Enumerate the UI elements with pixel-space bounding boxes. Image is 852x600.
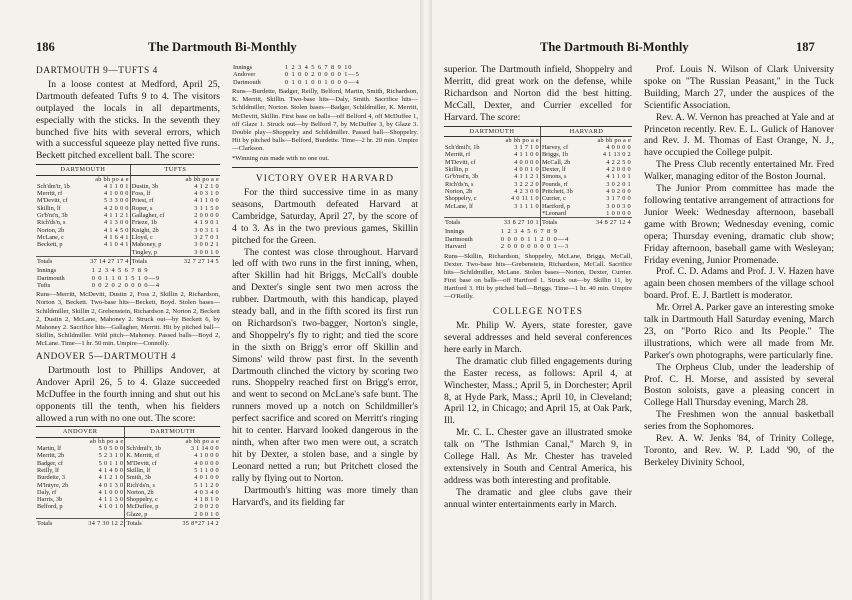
note-paragraph: The Press Club recently entertained Mr. Fred Walker, managing editor of the Boston Journal. bbox=[644, 159, 834, 183]
note-paragraph: Prof. C. D. Adams and Prof. J. V. Hazen have again been chosen members of the village school board. Prof. E. J. Bartlett is moderator. bbox=[644, 266, 834, 302]
box-score-row bbox=[36, 227, 220, 234]
note-paragraph: Mr. Philip W. Ayers, state forester, gave several addresses and held several conferences here early in March. bbox=[444, 320, 632, 355]
note-paragraph: Mr. C. L. Chester gave an illustrated smoke talk on "The Isthmian Canal," March 9, in College Hall. As Mr. Chester has traveled extensively in South and Central America, his address was both interesting and profitable. bbox=[444, 427, 632, 486]
player-name: Sch'dm'tr, 1b bbox=[37, 182, 70, 190]
innings-team: Harvard bbox=[445, 243, 466, 251]
player-name: Badger, cf bbox=[37, 459, 63, 467]
player-stats: 4 1 1 0 1 bbox=[606, 173, 631, 181]
player-name: Belford, p bbox=[37, 503, 63, 511]
box-score-row bbox=[444, 151, 632, 158]
box-team-right: DARTMOUTH bbox=[125, 427, 220, 437]
box-columns-right: ab bh po a e bbox=[185, 437, 219, 445]
innings-score: 0 0 1 1 0 1 5 1 0—9 bbox=[91, 274, 160, 282]
right-column-2 bbox=[644, 64, 834, 469]
player-name: Skillin, lf bbox=[37, 204, 61, 212]
player-stats: 4 0 1 0 0 bbox=[194, 474, 219, 482]
player-stats: 4 1 0 0 0 bbox=[194, 452, 219, 460]
player-name: M'Intyre, 2b bbox=[37, 481, 69, 489]
player-stats: 4 1 2 1 0 bbox=[194, 182, 219, 190]
player-stats: 4 1 6 4 1 bbox=[104, 233, 129, 241]
player-name: *Leonard bbox=[540, 210, 583, 218]
player-stats: 3 1 14 0 0 bbox=[190, 445, 219, 453]
box-score-row bbox=[444, 159, 632, 166]
harvard-summary: Runs—Skillin, Richardson, Shoppelry, McLane, Briggs, McCall, Dexter. Two-base hits—Grebenstein, Richardson, McCall. Sacrifice hits—Schildmiller, McLane. Stolen bases—Norton, Dexter, Currier. First base on balls—off Hartford 1. Struck out—by Skillin 11, by Hartford 3. Hit by pitched ball—Briggs. Time—1 hr. 40 min. Umpire—O'Reilly. bbox=[444, 252, 632, 301]
box-score-totals bbox=[444, 218, 632, 227]
player-stats: 2 0 0 0 0 bbox=[194, 212, 219, 220]
box-score-row bbox=[36, 183, 220, 190]
player-name: Skillin, p bbox=[445, 166, 469, 174]
player-stats: 4 1 2 1 0 bbox=[98, 474, 124, 482]
player-name: Merritt, 2b bbox=[37, 452, 65, 460]
box-score-totals bbox=[36, 518, 220, 527]
totals-right: 34 8 27 12 4 bbox=[584, 218, 632, 227]
player-name: Sch'dmil'r, 1b bbox=[445, 144, 480, 152]
box-score-row bbox=[36, 219, 220, 226]
player-name: Sch'dmil'r, 1b bbox=[125, 445, 172, 452]
box-score-row bbox=[36, 234, 220, 241]
tufts-game-heading: DARTMOUTH 9—TUFTS 4 bbox=[36, 66, 158, 76]
player-stats: 5 1 1 2 0 bbox=[194, 481, 219, 489]
player-stats: 4 0 3 1 0 bbox=[194, 190, 219, 198]
totals-label: Totals bbox=[36, 518, 78, 527]
player-stats: 4 0 0 0 0 bbox=[514, 158, 539, 166]
player-stats: 4 1 1 2 1 bbox=[514, 173, 539, 181]
box-score-totals bbox=[36, 256, 220, 265]
box-score-row bbox=[444, 188, 632, 195]
player-name: McLane, lf bbox=[445, 202, 473, 210]
player-name: Priest, rf bbox=[130, 197, 174, 204]
player-name: Roper, s bbox=[130, 205, 174, 212]
note-paragraph: The Orpheus Club, under the leadership of Prof. C. H. Morse, and assisted by several Boston soloists, gave a pleasing concert in College Hall Thursday evening, March 28. bbox=[644, 361, 834, 409]
player-name: Tingley, p bbox=[130, 249, 174, 257]
box-columns-left: ab bh po a e bbox=[505, 136, 539, 144]
college-notes-heading: COLLEGE NOTES bbox=[492, 307, 584, 318]
player-stats: 4 2 0 0 0 bbox=[606, 166, 631, 174]
andover-game-heading: ANDOVER 5—DARTMOUTH 4 bbox=[36, 351, 177, 362]
andover-footnote: *Winning run made with no one out. bbox=[232, 154, 329, 162]
player-stats: 4 1 9 0 1 bbox=[194, 219, 219, 227]
box-score-row bbox=[36, 482, 220, 489]
player-name: McLane, c bbox=[37, 233, 64, 241]
player-stats: 5 0 5 0 0 bbox=[98, 445, 124, 453]
totals-label: Totals bbox=[130, 256, 174, 265]
innings-numbers: 1 2 3 4 5 6 7 8 9 bbox=[91, 267, 149, 275]
player-name: M'Devitt, cf bbox=[125, 460, 172, 467]
player-name: McDuffee, p bbox=[125, 503, 172, 510]
box-score-row bbox=[444, 195, 632, 202]
player-name: Foss, lf bbox=[130, 190, 174, 197]
player-stats: 4 1 0 0 0 bbox=[98, 488, 124, 496]
player-name: McCall, 2b bbox=[540, 159, 583, 166]
player-name: Daly, rf bbox=[37, 488, 57, 496]
player-name: Shoppelry, c bbox=[445, 195, 477, 203]
player-name: Gr'b'nst'n, 3b bbox=[445, 173, 479, 181]
note-paragraph: The Freshmen won the annual basketball series from the Sophomores. bbox=[644, 409, 834, 433]
box-team-right: TUFTS bbox=[130, 165, 220, 175]
innings-score: 0 0 0 0 1 1 2 0 0—4 bbox=[500, 235, 570, 243]
andover-summary: Runs—Burdette, Badger, Reilly, Belford, Martin, Smith, Richardson, K. Merritt, Skillin. Two-base hits—Daly, Smith. Sacrifice hits—Schildmiller, Norton. Stolen bases—Badger, Schildmiller, K. Merritt, McDevitt, Skillin. First base on balls—off Belford 4, off McDuffee 1, off Glaze 1. Struck out—by Belford 7, by McDuffee 3, by Glaze 3. Double play—Shoppelry and Schildmiller. Passed ball—Shoppelry. Hit by pitched balls—Belford, Burdette. Time—2 hr. 20 min. Umpire—Clarkson. bbox=[232, 88, 418, 152]
player-name: Briggs, 1b bbox=[540, 151, 583, 158]
box-columns-right: ab bh po a e bbox=[185, 175, 219, 183]
innings-team: Dartmouth bbox=[37, 274, 65, 282]
box-score-row bbox=[36, 445, 220, 452]
player-stats: 4 2 3 0 0 bbox=[514, 187, 539, 195]
player-stats: 4 1 4 5 0 bbox=[104, 226, 129, 234]
box-team-right: HARVARD bbox=[540, 126, 632, 136]
box-columns-left: ab bh po a e bbox=[89, 437, 124, 445]
innings-label: Innings bbox=[37, 267, 57, 275]
box-team-left: DARTMOUTH bbox=[444, 126, 540, 136]
player-name: Shoppelry, c bbox=[125, 496, 172, 503]
player-name: Rich'ds'n, s bbox=[125, 482, 172, 489]
right-page bbox=[430, 0, 852, 600]
box-score-row bbox=[444, 203, 632, 210]
player-name: Pounds, rf bbox=[540, 181, 583, 188]
note-paragraph: The dramatic and glee clubs gave their annual winter entertainments early in March. bbox=[444, 486, 632, 510]
player-stats: 4 1 1 3 0 bbox=[98, 496, 124, 504]
player-name: Beckett, p bbox=[37, 241, 63, 249]
player-stats: 4 0 0 0 0 bbox=[606, 144, 631, 152]
innings-team: Dartmouth bbox=[233, 78, 261, 86]
totals-right: 32 7 27 14 5 bbox=[174, 256, 220, 265]
left-column-2 bbox=[232, 64, 418, 508]
box-score-row bbox=[36, 460, 220, 467]
box-team-left: DARTMOUTH bbox=[36, 165, 130, 175]
box-score-row bbox=[36, 212, 220, 219]
player-stats: 4 2 0 0 0 bbox=[104, 204, 129, 212]
player-stats: 4 1 1 0 1 bbox=[104, 182, 129, 190]
player-stats: 3 0 0 3 0 bbox=[606, 202, 631, 210]
player-name: Dustin, 3b bbox=[130, 183, 174, 190]
player-stats: 3 2 7 0 1 bbox=[194, 233, 219, 241]
player-stats: 4 1 3 0 0 bbox=[104, 219, 129, 227]
tufts-innings-table bbox=[36, 267, 220, 289]
player-name: Rich'ds'n, s bbox=[37, 219, 66, 227]
totals-label: Totals bbox=[36, 256, 79, 265]
box-score-row bbox=[36, 197, 220, 204]
note-paragraph: Rev. A. W. Jenks '84, of Trinity College, Toronto, and Rev. W. P. Ladd '90, of the Berkeley Divinity School, bbox=[644, 433, 834, 468]
player-stats: 4 1 13 0 2 bbox=[602, 151, 631, 159]
note-paragraph: Prof. Louis N. Wilson of Clark University spoke on "The Russian Peasant," in the Tuck Building, March 27, under the auspices of the Scientific Association. bbox=[644, 64, 834, 111]
player-name: Merritt, rf bbox=[37, 190, 63, 198]
player-name: Knight, 2b bbox=[130, 227, 174, 234]
player-name: Gr'b'nt'n, 3b bbox=[37, 212, 68, 220]
player-stats: 4 0 0 1 0 bbox=[514, 166, 539, 174]
player-name: Harvey, cf bbox=[540, 144, 583, 151]
player-name: Harris, 3b bbox=[37, 496, 63, 504]
running-header-left: The Dartmouth Bi-Monthly bbox=[148, 40, 297, 54]
victory-paragraph-1: For the third successive time in as many seasons, Dartmouth defeated Harvard at Cambridge, Saturday, April 27, by the score of 4 to 3. As in the two previous games, Skillin pitched for the Green. bbox=[232, 186, 418, 246]
andover-innings-table bbox=[232, 64, 418, 86]
player-stats: 3 2 2 2 0 bbox=[514, 180, 539, 188]
box-score-row bbox=[36, 205, 220, 212]
player-name: M'Devitt, cf bbox=[37, 197, 68, 205]
section-divider bbox=[232, 167, 418, 168]
tufts-box-score bbox=[36, 164, 220, 265]
tufts-summary: Runs—Merritt, McDevitt, Dustin 2, Foss 2, Skillin 2, Richardson, Norton 3, Beckett. Two-base hits—Beckett, Boyd. Stolen bases—Schildmiller, Skillin 2, Grebenstein, Richardson 2, Norton 2, Beckett 2, Dustin 2, McLane, Mahoney 2. Struck out—by Beckett 6, by Mahoney 2. Sacrifice hits—Gallagher, Merritt. Hit by pitched ball—Skillin, Schildmiller. Wild pitch—Mahoney. Passed balls—Boyd 2, McLane. Time—1 hr. 50 min. Umpire—Connolly. bbox=[36, 291, 220, 347]
totals-left: 37 14 27 17 4 bbox=[79, 256, 130, 265]
note-paragraph: The dramatic club filled engagements during the Easter recess, as follows: April 4, at Winchester, Mass.; April 5, in Dorchester; April 8, at Hyde Park, Mass.; April 10, in Cleveland; April 12, in Chicago; and April 15, at Oak Park, Ill. bbox=[444, 355, 632, 427]
box-score-row bbox=[36, 452, 220, 459]
totals-left: 34 7 30 12 2 bbox=[78, 518, 125, 527]
page-number-left: 186 bbox=[36, 40, 55, 54]
totals-left: 33 8 27 10 1 bbox=[492, 218, 541, 227]
player-name: Dexter, lf bbox=[540, 166, 583, 173]
player-name: Lloyd, c bbox=[130, 234, 174, 241]
left-column-1 bbox=[36, 64, 220, 529]
box-score-row bbox=[36, 503, 220, 510]
player-name: Rich'ds'n, s bbox=[445, 180, 474, 188]
player-stats: 3 1 1 5 0 bbox=[194, 204, 219, 212]
note-paragraph: Rev. A. W. Vernon has preached at Yale and at Princeton recently. Rev. E. L. Gulick of Hanover and Rev. J. M. Thomas of East Orange, N. J., have occupied the College pulpit. bbox=[644, 111, 834, 159]
player-stats: 4 2 2 5 0 bbox=[606, 158, 631, 166]
player-name: Gallagher, cf bbox=[130, 212, 174, 219]
player-stats: 2 0 0 1 0 bbox=[194, 510, 219, 518]
player-name: Norton, 2b bbox=[125, 489, 172, 496]
running-header-right: The Dartmouth Bi-Monthly bbox=[540, 40, 689, 54]
player-name: Mahoney, p bbox=[130, 241, 174, 248]
andover-box-score bbox=[36, 426, 220, 527]
box-columns-left: ab bh po a e bbox=[95, 175, 129, 183]
box-score-row bbox=[444, 166, 632, 173]
box-score-row bbox=[444, 210, 632, 218]
player-stats: 4 1 8 1 0 bbox=[194, 496, 219, 504]
note-paragraph: The Junior Prom committee has made the following tentative arrangement of attractions for Junior Week: Wednesday afternoon, baseball game with Brown; Wednesday evening, comic opera; Thursday evening, dramatic club show; Friday afternoon, baseball game with Wesleyan; Friday evening, Junior Promenade. bbox=[644, 183, 834, 266]
player-stats: 3 0 0 2 1 bbox=[194, 241, 219, 249]
player-stats: 5 3 3 0 0 bbox=[104, 197, 129, 205]
innings-score: 0 0 2 0 2 0 0 0 0—4 bbox=[91, 281, 160, 289]
player-stats: 3 1 7 0 0 bbox=[606, 195, 631, 203]
player-name: Simons, s bbox=[540, 173, 583, 180]
player-name: Reilly, lf bbox=[37, 466, 59, 474]
totals-label: Totals bbox=[540, 218, 583, 227]
innings-score: 2 0 0 0 0 0 0 0 1—3 bbox=[500, 243, 570, 251]
innings-score: 0 1 0 1 0 0 1 0 0 0—4 bbox=[284, 78, 360, 86]
tufts-game-paragraph: In a loose contest at Medford, April 25, Dartmouth defeated Tufts 9 to 4. The visitors outplayed the locals in all departments, especially with the sticks. In the seventh they bunched five hits with several errors, which with a successful squeeze play netted five runs. Beckett pitched excellent ball. The score: bbox=[36, 78, 220, 162]
victory-paragraph-3: Dartmouth's hitting was more timely than Harvard's, and its fielding far bbox=[232, 484, 418, 508]
player-name: Skillin, lf bbox=[125, 467, 172, 474]
box-score-row bbox=[36, 249, 220, 257]
player-name: K. Merritt, rf bbox=[125, 452, 172, 459]
player-stats: 4 0 11 1 0 bbox=[510, 195, 539, 203]
player-name: Currier, c bbox=[540, 195, 583, 202]
player-stats: 2 0 0 2 0 bbox=[194, 503, 219, 511]
player-stats: 3 0 0 1 0 bbox=[194, 248, 219, 256]
player-stats: 4 0 3 4 0 bbox=[194, 488, 219, 496]
innings-label: Innings bbox=[445, 228, 465, 236]
totals-label: Totals bbox=[125, 518, 172, 527]
player-name: Merritt, rf bbox=[445, 151, 471, 159]
player-stats: 4 1 0 0 0 bbox=[104, 190, 129, 198]
player-name: Hartford, p bbox=[540, 203, 583, 210]
player-stats: 4 0 0 0 0 bbox=[194, 459, 219, 467]
totals-label: Totals bbox=[444, 218, 492, 227]
innings-label: Innings bbox=[233, 64, 253, 71]
innings-team: Dartmouth bbox=[445, 235, 473, 243]
page-number-right: 187 bbox=[796, 40, 815, 54]
player-name: Glaze, p bbox=[125, 511, 172, 519]
innings-team: Andover bbox=[233, 71, 256, 79]
box-score-row bbox=[444, 173, 632, 180]
player-stats: 3 0 2 0 1 bbox=[606, 180, 631, 188]
player-stats: 4 1 1 0 0 bbox=[194, 197, 219, 205]
player-name: Smith, 3b bbox=[125, 474, 172, 481]
player-stats: 5 2 3 1 0 bbox=[98, 452, 124, 460]
player-stats: 1 0 0 0 0 bbox=[606, 209, 631, 217]
player-name: Pritchett, 3b bbox=[540, 188, 583, 195]
player-stats: 4 1 4 0 0 bbox=[98, 466, 124, 474]
victory-paragraph-2: The contest was close throughout. Harvard led off with two runs in the first inning, when, after Skillin had hit Briggs, McCall's double and Dexter's single sent two men across the rubber. Dartmouth, with this handicap, played steady ball, and in the fifth scored its first run on Richardson's two-bagger, Norton's single, and Shoppelry's fly to right; and tied the score in the sixth on Brigg's error off Skillin and Simons' wild throw past first. In the seventh Dartmouth clinched the victory by scoring two runs. Shoppelry reached first on Brigg's error, and went to second on McLane's safe bunt. The runners moved up a notch on Schildmiller's perfect sacrifice and scored on Merritt's ringing hit to center. Harvard looked dangerous in the ninth, when after two men were out, a scratch hit by Dexter, a stolen base, and a single by Leonard netted a run; but Pritchett closed the rally by flying out to Norton. bbox=[232, 246, 418, 484]
box-score-row bbox=[36, 474, 220, 481]
totals-right: 35 8*27 14 2 bbox=[171, 518, 220, 527]
player-name: Norton, 2b bbox=[37, 226, 65, 234]
harvard-box-score bbox=[444, 126, 632, 227]
box-score-row bbox=[36, 190, 220, 197]
player-stats: 5 0 1 1 0 bbox=[98, 459, 124, 467]
player-stats: 4 0 2 0 0 bbox=[606, 187, 631, 195]
box-columns-right: ab bh po a e bbox=[597, 136, 631, 144]
box-score-row bbox=[444, 181, 632, 188]
box-score-row bbox=[36, 241, 220, 248]
player-stats: 4 1 1 2 1 bbox=[104, 212, 129, 220]
player-name: Frieze, 1b bbox=[130, 219, 174, 226]
player-name: Burdette, 3 bbox=[37, 474, 65, 482]
player-name: M'Devitt, cf bbox=[445, 158, 476, 166]
box-score-row bbox=[36, 489, 220, 496]
player-stats: 4 1 1 0 0 bbox=[514, 151, 539, 159]
right-column-1 bbox=[444, 64, 632, 511]
note-paragraph: Mr. Orrel A. Parker gave an interesting smoke talk in Dartmouth Hall Saturday evening, March 23, on "Porto Rico and Its People." The illustrations, which were all made from Mr. Parker's own photographs, were particularly fine. bbox=[644, 302, 834, 361]
innings-score: 0 1 0 0 2 0 0 0 0 1—5 bbox=[284, 71, 360, 79]
box-team-left: ANDOVER bbox=[36, 427, 125, 437]
player-stats: 5 1 1 0 0 bbox=[194, 466, 219, 474]
innings-numbers: 1 2 3 4 5 6 7 8 9 bbox=[500, 228, 558, 236]
player-stats: 3 0 3 1 1 bbox=[194, 226, 219, 234]
box-score-row bbox=[36, 467, 220, 474]
player-stats: 4 1 0 1 0 bbox=[98, 503, 124, 511]
player-name: Norton, 2b bbox=[445, 187, 473, 195]
player-name: Martin, lf bbox=[37, 445, 62, 453]
box-score-row bbox=[444, 144, 632, 151]
harvard-innings-table bbox=[444, 228, 632, 250]
innings-team: Tufts bbox=[37, 281, 51, 289]
left-page bbox=[0, 0, 422, 600]
victory-heading: VICTORY OVER HARVARD bbox=[255, 174, 395, 185]
innings-numbers: 1 2 3 4 5 6 7 8 9 10 bbox=[284, 64, 353, 71]
player-stats: 4 0 1 3 0 bbox=[98, 481, 124, 489]
player-stats: 3 1 7 1 0 bbox=[514, 144, 539, 152]
box-score-row bbox=[36, 511, 220, 519]
player-stats: 3 1 1 1 0 bbox=[514, 202, 539, 210]
andover-game-paragraph: Dartmouth lost to Phillips Andover, at Andover April 26, 5 to 4. Glaze succeeded McDuffee in the fourth inning and shut out his opponents till the tenth, when his fielders allowed a run with no one out. The score: bbox=[36, 364, 220, 424]
harvard-paragraph: superior. The Dartmouth infield, Shoppelry and Merritt, did great work on the defense, while Richardson and Norton did the best hitting. McCall, Dexter, and Currier excelled for Harvard. The score: bbox=[444, 64, 632, 123]
box-score-row bbox=[36, 496, 220, 503]
player-stats: 4 1 0 4 1 bbox=[104, 241, 129, 249]
